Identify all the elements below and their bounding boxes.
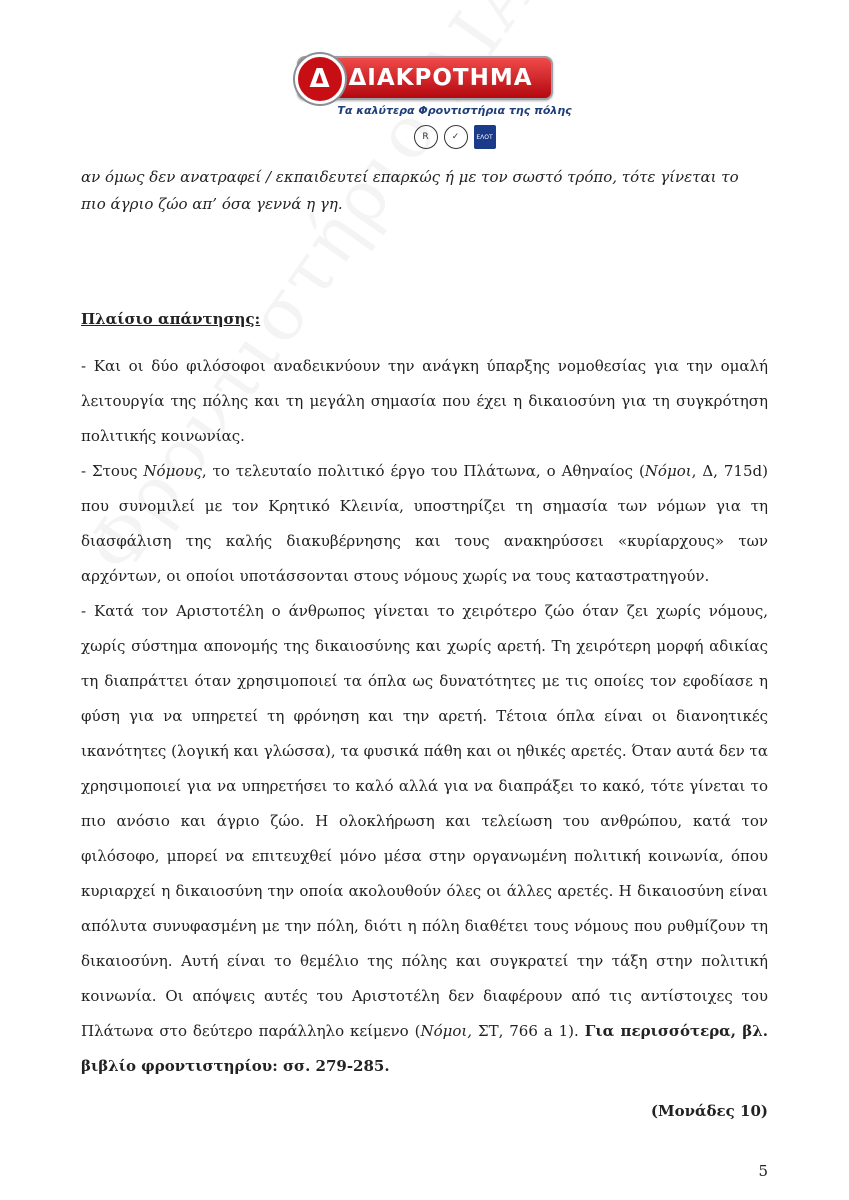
document-body [81,164,768,1129]
paragraph-1: - Και οι δύο φιλόσοφοι αναδεικνύουν την ανάγκη ύπαρξης νομοθεσίας για την ομαλή λειτουργία της πόλης και τη μεγάλη σημασία που έχει η δικαιοσύνη για τη συγκρότηση πολιτικής κοινωνίας. [81,357,768,445]
certification-marks [354,125,496,149]
intro-paragraph: αν όμως δεν ανατραφεί / εκπαιδευτεί επαρκώς ή με τον σωστό τρόπο, τότε γίνεται το πιο άγριο ζώο απ’ όσα γεννά η γη. [81,168,739,213]
logo-delta-icon: Δ [295,54,345,104]
elot-badge-icon: ΕΛΟΤ [474,125,496,149]
brand-tagline: Τα καλύτερα Φροντιστήρια της πόλης [337,104,572,117]
brand-logo [297,56,553,100]
section-heading: Πλαίσιο απάντησης: [81,310,261,328]
brand-name: ΔΙΑΚΡΟΤΗΜΑ [348,65,533,91]
italic-laws: Νόμους [143,462,202,480]
italic-laws-ref-2: Νόμοι, [420,1022,473,1040]
italic-laws-ref: Νόμοι [644,462,692,480]
page-number: 5 [758,1162,768,1180]
header-logo [0,56,849,149]
points-label: (Μονάδες 10) [650,1102,768,1120]
book-reference: Για περισσότερα, βλ. βιβλίο φροντιστηρίου: σσ. 279-285. [81,1022,768,1075]
paragraph-3: - Κατά τον Αριστοτέλη ο άνθρωπος γίνεται το χειρότερο ζώο όταν ζει χωρίς νόμους, χωρίς σύστημα απονομής της δικαιοσύνης και χωρίς αρετή. Τη χειρότερη μορφή αδικίας τη διαπράττει όταν χρησιμοποιεί τα όπλα ως δυνατότητες με τις οποίες τον εφοδίασε η φύση για να υπηρετεί τη φρόνηση και την αρετή. Τέτοια όπλα είναι οι διανοητικές ικανότητες (λογική και γλώσσα), τα φυσικά πάθη και οι ηθικές αρετές. Όταν αυτά δεν τα χρησιμοποιεί για να υπηρετήσει το καλό αλλά για να διαπράξει το κακό, τότε γίνεται το πιο ανόσιο και άγριο ζώο. Η ολοκλήρωση και τελείωση του ανθρώπου, κατά τον φιλόσοφο, μπορεί να επιτευχθεί μόνο μέσα στην οργανωμένη πολιτική κοινωνία, όπου κυριαρχεί η δικαιοσύνη την οποία ακολουθούν όλες οι άλλες αρετές. Η δικαιοσύνη είναι απόλυτα συνυφασμένη με την πόλη, διότι η πόλη διαθέτει τους νόμους που ρυθμίζουν τη δικαιοσύνη. Αυτή είναι το θεμέλιο της πόλης και συγκρατεί την τάξη στην πολιτική κοινωνία. Οι απόψεις αυτές του Αριστοτέλη δεν διαφέρουν από τις αντίστοιχες του Πλάτωνα στο δεύτερο παράλληλο κείμενο (Νόμοι, ΣΤ, 766 a 1). Για περισσότερα, βλ. βιβλίο φροντιστηρίου: σσ. 279-285. [81,602,768,1075]
iso-seal-icon: ✓ [444,125,468,149]
registered-mark-icon: R [414,125,438,149]
paragraph-2: - Στους Νόμους, το τελευταίο πολιτικό έργο του Πλάτωνα, ο Αθηναίος (Νόμοι, Δ, 715d) που συνομιλεί με τον Κρητικό Κλεινία, υποστηρίζει τη σημασία των νόμων για τη διασφάλιση της καλής διακυβέρνησης και τους ανακηρύσσει «κυρίαρχους» των αρχόντων, οι οποίοι υποτάσσονται στους νόμους χωρίς να τους καταστρατηγούν. [81,462,768,585]
